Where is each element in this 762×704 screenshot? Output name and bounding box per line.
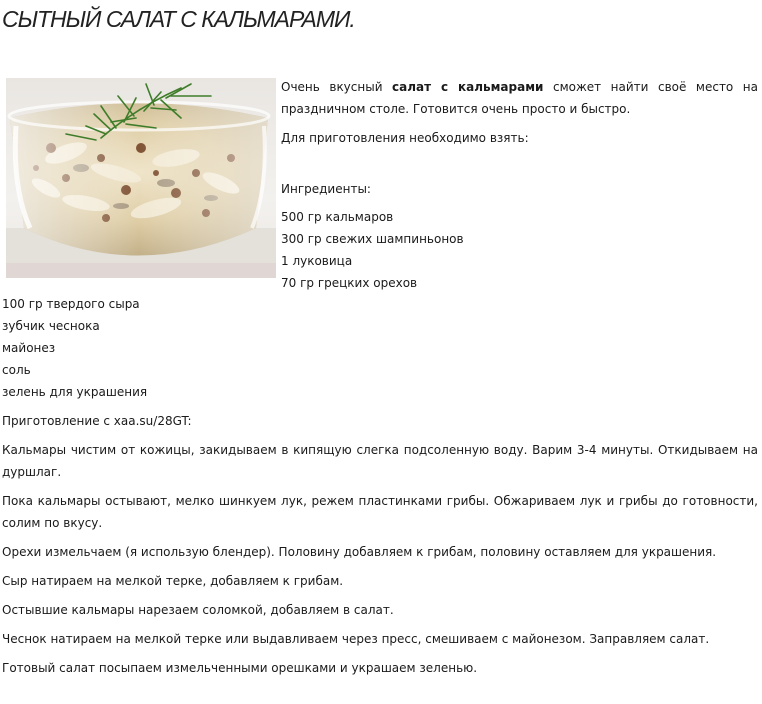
recipe-body <box>2 293 758 679</box>
intro-text-start: Очень вкусный <box>281 80 393 94</box>
intro-bold-keyword: салат с кальмарами <box>392 80 544 94</box>
step-paragraph: Остывшие кальмары нарезаем соломкой, добавляем в салат. <box>2 603 394 617</box>
step-paragraph: Чеснок натираем на мелкой терке или выдавливаем через пресс, смешиваем с майонезом. Заправляем салат. <box>2 632 710 646</box>
intro-paragraph <box>281 76 758 120</box>
step-paragraph: Готовый салат посыпаем измельченными орешками и украшаем зеленью. <box>2 661 478 675</box>
ingredient-item: 300 гр свежих шампиньонов <box>281 232 464 246</box>
ingredient-item: майонез <box>2 341 56 355</box>
step-paragraph: Сыр натираем на мелкой терке, добавляем к грибам. <box>2 574 344 588</box>
take-line: Для приготовления необходимо взять: <box>281 131 529 145</box>
step-paragraph: Орехи измельчаем (я использую блендер). Половину добавляем к грибам, половину оставляем для украшения. <box>2 545 717 559</box>
ingredients-heading: Ингредиенты: <box>281 182 371 196</box>
ingredient-item: соль <box>2 363 31 377</box>
page-title: СЫТНЫЙ САЛАТ С КАЛЬМАРАМИ. <box>2 6 355 32</box>
intro-block <box>281 76 758 294</box>
ingredient-item: 1 луковица <box>281 254 353 268</box>
ingredient-item: 500 гр кальмаров <box>281 210 394 224</box>
salad-photo <box>6 78 276 278</box>
intro-text-end: сможет найти своё место на праздничном столе. Готовится очень просто и быстро. <box>281 80 759 116</box>
step-paragraph: Кальмары чистим от кожицы, закидываем в кипящую слегка подсоленную воду. Варим 3-4 минуты. Откидываем на дуршлаг. <box>2 443 758 479</box>
ingredient-item: 70 гр грецких орехов <box>281 276 418 290</box>
preparation-heading: Приготовление с xaa.su/28GT: <box>2 414 192 428</box>
ingredient-item: зубчик чеснока <box>2 319 100 333</box>
ingredient-item: зелень для украшения <box>2 385 148 399</box>
step-paragraph: Пока кальмары остывают, мелко шинкуем лук, режем пластинками грибы. Обжариваем лук и грибы до готовности, солим по вкусу. <box>2 494 758 530</box>
salad-illustration <box>6 78 276 278</box>
ingredient-item: 100 гр твердого сыра <box>2 297 140 311</box>
